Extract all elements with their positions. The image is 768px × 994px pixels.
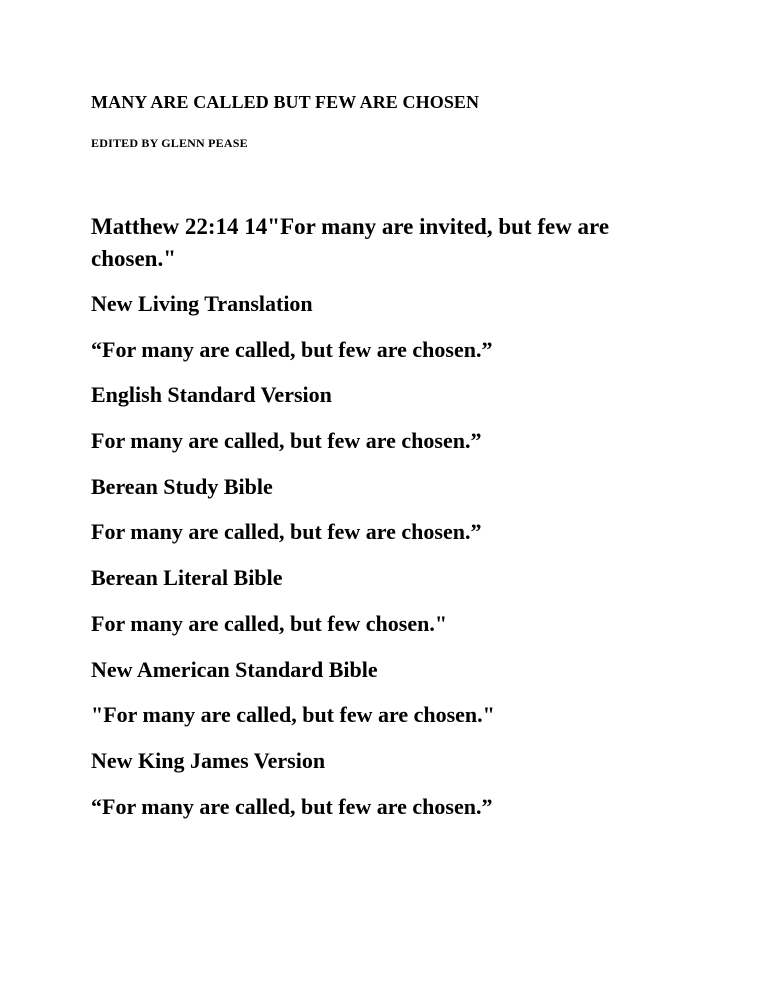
translation-list [91, 289, 711, 837]
verse-heading: Matthew 22:14 14"For many are invited, but few are chosen." [91, 214, 610, 271]
translation-name: New Living Translation [91, 291, 313, 316]
translation-text: “For many are called, but few are chosen.” [91, 793, 493, 819]
translation-text: For many are called, but few are chosen.” [91, 428, 482, 454]
translation-text: For many are called, but few are chosen.” [91, 519, 482, 545]
translation-text: “For many are called, but few are chosen.” [91, 336, 493, 362]
translation-text: "For many are called, but few are chosen." [91, 702, 495, 728]
document-title: MANY ARE CALLED BUT FEW ARE CHOSEN [91, 92, 480, 112]
translation-name: New American Standard Bible [91, 656, 378, 682]
translation-text: For many are called, but few chosen." [91, 610, 448, 636]
translation-name: Berean Literal Bible [91, 565, 283, 591]
translation-name: New King James Version [91, 747, 326, 773]
translation-name: English Standard Version [91, 382, 332, 408]
translation-name: Berean Study Bible [91, 473, 273, 499]
document-subtitle: EDITED BY GLENN PEASE [91, 136, 248, 150]
